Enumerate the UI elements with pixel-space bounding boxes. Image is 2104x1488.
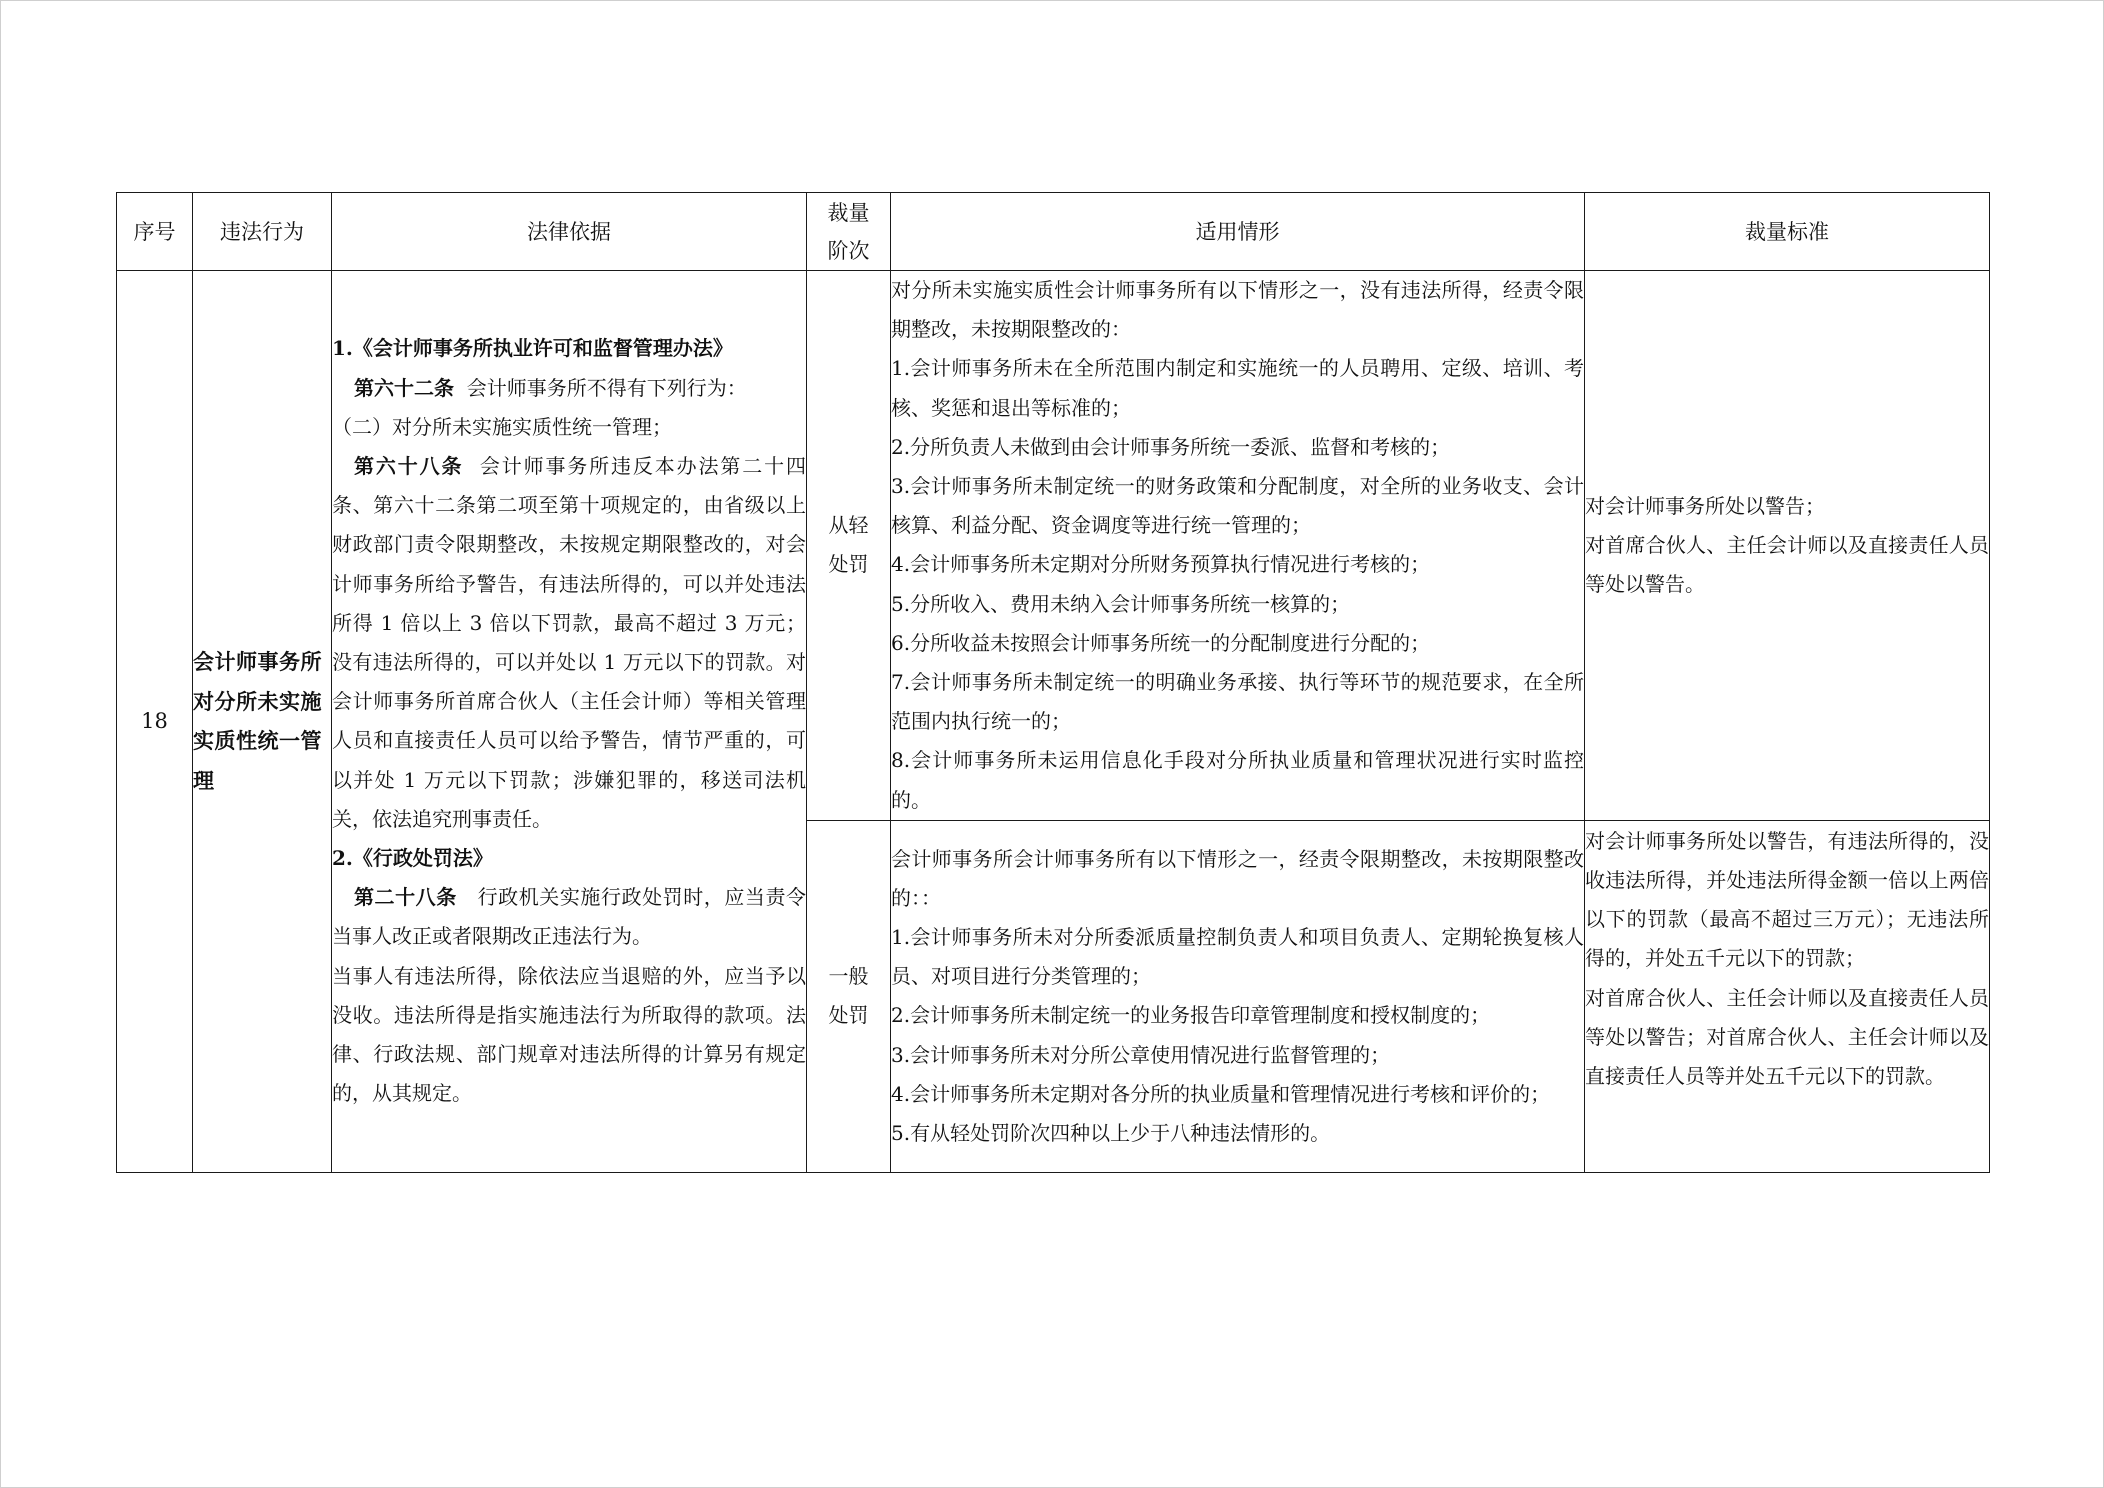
std-cell-light xyxy=(1585,271,1990,821)
case-general-line: 1.会计师事务所未对分所委派质量控制负责人和项目负责人、定期轮换复核人员、对项目进行分类管理的； xyxy=(891,924,1584,989)
case-light-line: 7.会计师事务所未制定统一的明确业务承接、执行等环节的规范要求，在全所范围内执行统一的； xyxy=(891,670,1584,734)
header-act: 违法行为 xyxy=(193,193,332,271)
level-cell-general xyxy=(807,820,891,1172)
case-light-line: 1.会计师事务所未在全所范围内制定和实施统一的人员聘用、定级、培训、考核、奖惩和退出等标准的； xyxy=(891,356,1584,420)
law-art62-label: 第六十二条 xyxy=(354,375,454,400)
law-art28 xyxy=(332,878,806,956)
level-general-line2: 处罚 xyxy=(828,1003,869,1028)
case-light-line: 6.分所收益未按照会计师事务所统一的分配制度进行分配的； xyxy=(891,630,1431,655)
law-art68 xyxy=(332,447,806,839)
case-light-line: 8.会计师事务所未运用信息化手段对分所执业质量和管理状况进行实时监控的。 xyxy=(891,748,1584,812)
std-general-line: 对首席合伙人、主任会计师以及直接责任人员等处以警告；对首席合伙人、主任会计师以及直接责任人员等并处五千元以下的罚款。 xyxy=(1585,985,1989,1089)
header-std: 裁量标准 xyxy=(1585,193,1990,271)
header-row xyxy=(117,193,1990,271)
level-light-line2: 处罚 xyxy=(828,552,869,577)
law-art62 xyxy=(332,369,806,408)
act-cell: 会计师事务所对分所未实施实质性统一管理 xyxy=(193,271,332,1173)
header-level xyxy=(807,193,891,271)
level-general-line1: 一般 xyxy=(828,964,869,989)
header-level-line1: 裁量 xyxy=(827,200,870,225)
case-general-line: 会计师事务所会计师事务所有以下情形之一，经责令限期整改，未按期限整改的：： xyxy=(891,846,1584,910)
std-light-line: 对首席合伙人、主任会计师以及直接责任人员等处以警告。 xyxy=(1585,532,1989,597)
header-seq: 序号 xyxy=(117,193,193,271)
case-cell-light xyxy=(891,271,1585,821)
case-light-line: 对分所未实施实质性会计师事务所有以下情形之一，没有违法所得，经责令限期整改，未按期限整改的： xyxy=(891,278,1584,342)
header-case: 适用情形 xyxy=(891,193,1585,271)
case-cell-general xyxy=(891,820,1585,1172)
law-art68-label: 第六十八条 xyxy=(354,454,464,478)
level-cell-light xyxy=(807,271,891,821)
case-light-line: 2.分所负责人未做到由会计师事务所统一委派、监督和考核的； xyxy=(891,434,1451,459)
law-art28-label: 第二十八条 xyxy=(354,885,457,910)
law-title-2: 2.《行政处罚法》 xyxy=(332,846,493,871)
std-light-line: 对会计师事务所处以警告； xyxy=(1585,493,1825,518)
level-light-line1: 从轻 xyxy=(828,513,869,538)
case-general-line: 3.会计师事务所未对分所公章使用情况进行监督管理的； xyxy=(891,1042,1391,1067)
case-light-line: 4.会计师事务所未定期对分所财务预算执行情况进行考核的； xyxy=(891,552,1431,577)
table-row-light xyxy=(117,271,1990,821)
penalty-standard-table xyxy=(116,192,1990,1173)
std-general-line: 对会计师事务所处以警告，有违法所得的，没收违法所得，并处违法所得金额一倍以上两倍以下的罚款（最高不超过三万元）；无违法所得的，并处五千元以下的罚款； xyxy=(1585,828,1989,971)
law-art62-text: 会计师事务所不得有下列行为： xyxy=(466,375,747,400)
case-general-line: 4.会计师事务所未定期对各分所的执业质量和管理情况进行考核和评价的； xyxy=(891,1081,1551,1106)
case-general-line: 2.会计师事务所未制定统一的业务报告印章管理制度和授权制度的； xyxy=(891,1003,1491,1028)
std-cell-general xyxy=(1585,820,1990,1172)
case-light-line: 3.会计师事务所未制定统一的财务政策和分配制度，对全所的业务收支、会计核算、利益分配、资金调度等进行统一管理的； xyxy=(891,474,1584,538)
header-level-line2: 阶次 xyxy=(827,238,870,263)
law-art62-item: （二）对分所未实施实质性统一管理； xyxy=(332,414,672,439)
case-general-line: 5.有从轻处罚阶次四种以上少于八种违法情形的。 xyxy=(891,1120,1331,1145)
header-law: 法律依据 xyxy=(332,193,807,271)
law-title-1: 1.《会计师事务所执业许可和监督管理办法》 xyxy=(332,336,733,361)
law-art68-text: 会计师事务所违反本办法第二十四条、第六十二条第二项至第十项规定的，由省级以上财政部门责令限期整改，未按规定期限整改的，对会计师事务所给予警告，有违法所得的，可以并处违法所得 1 倍以上 3 倍以下罚款，最高不超过 3 万元；没有违法所得的，可以并处以 1 万元以下的罚款。对会计师事务所首席合伙人（主任会计师）等相关管理人员和直接责任人员可以给予警告，情节严重的，可以并处 1 万元以下罚款；涉嫌犯罪的，移送司法机关，依法追究刑事责任。 xyxy=(332,454,807,831)
seq-cell: 18 xyxy=(117,271,193,1173)
law-art28-text: 行政机关实施行政处罚时，应当责令当事人改正或者限期改正违法行为。 xyxy=(332,885,807,949)
law-cell xyxy=(332,271,807,1173)
case-light-line: 5.分所收入、费用未纳入会计师事务所统一核算的； xyxy=(891,591,1351,616)
law-art28-text2: 当事人有违法所得，除依法应当退赔的外，应当予以没收。违法所得是指实施违法行为所取得的款项。法律、行政法规、部门规章对违法所得的计算另有规定的，从其规定。 xyxy=(332,963,806,1106)
